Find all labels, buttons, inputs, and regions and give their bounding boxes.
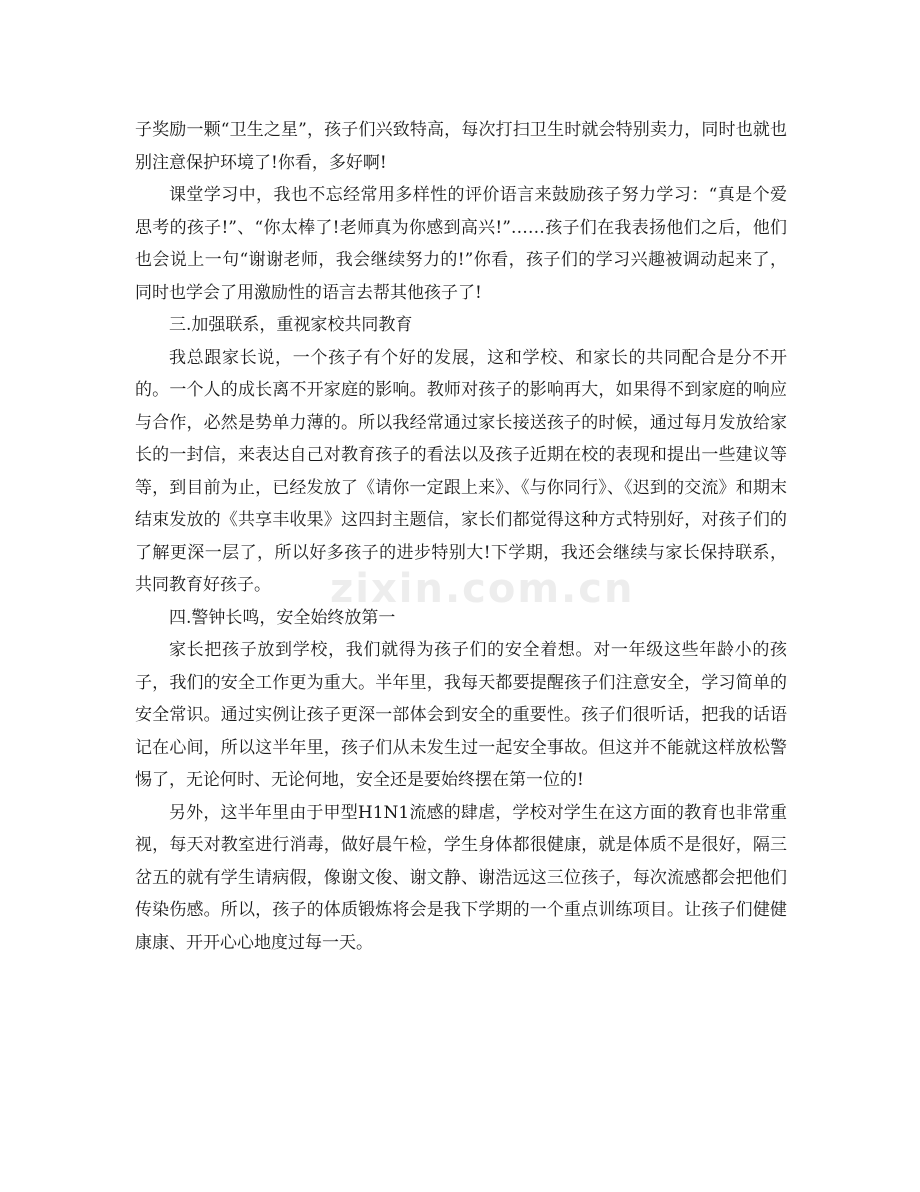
paragraph-health: 另外，这半年里由于甲型H1N1流感的肆虐，学校对学生在这方面的教育也非常重视，每天对教室进行消毒，做好晨午检，学生身体都很健康，就是体质不是很好，隔三岔五的就有学生请病假，像谢文俊、谢文静、谢浩远这三位孩子，每次流感都会把他们传染伤感。所以，孩子的体质锻炼将会是我下学期的一个重点训练项目。让孩子们健健康康、开开心心地度过每一天。 (135, 802, 787, 953)
paragraph-safety: 家长把孩子放到学校，我们就得为孩子们的安全着想。对一年级这些年龄小的孩子，我们的安全工作更为重大。半年里，我每天都要提醒孩子们注意安全，学习简单的安全常识。通过实例让孩子更深一部体会到安全的重要性。孩子们很听话，把我的话语记在心间，所以这半年里，孩子们从未发生过一起安全事故。但这并不能就这样放松警惕了，无论何时、无论何地，安全还是要始终摆在第一位的! (135, 640, 787, 790)
section-heading-safety: 四.警钟长鸣，安全始终放第一 (169, 607, 396, 628)
paragraph-continuation: 子奖励一颗“卫生之星”，孩子们兴致特高，每次打扫卫生时就会特别卖力，同时也就也别注意保护环境了!你看，多好啊! (135, 120, 787, 173)
paragraph-classroom-praise: 课堂学习中，我也不忘经常用多样性的评价语言来鼓励孩子努力学习：“真是个爱思考的孩子!”、“你太棒了!老师真为你感到高兴!”……孩子们在我表扬他们之后，他们也会说上一句“谢谢老师，我会继续努力的!”你看，孩子们的学习兴趣被调动起来了，同时也学会了用激励性的语言去帮其他孩子了! (135, 185, 787, 303)
paragraph-home-school: 我总跟家长说，一个孩子有个好的发展，这和学校、和家长的共同配合是分不开的。一个人的成长离不开家庭的影响。教师对孩子的影响再大，如果得不到家庭的响应与合作，必然是势单力薄的。所以我经常通过家长接送孩子的时候，通过每月发放给家长的一封信，来表达自己对教育孩子的看法以及孩子近期在校的表现和提出一些建议等等，到目前为止，已经发放了《请你一定跟上来》、《与你同行》、《迟到的交流》和期末结束发放的《共享丰收果》这四封主题信，家长们都觉得这种方式特别好，对孩子们的了解更深一层了，所以好多孩子的进步特别大!下学期，我还会继续与家长保持联系，共同教育好孩子。 (135, 347, 787, 595)
watermark: zixin.com.cn (330, 566, 635, 612)
section-heading-home-school: 三.加强联系，重视家校共同教育 (169, 315, 413, 335)
document-body (135, 114, 787, 959)
